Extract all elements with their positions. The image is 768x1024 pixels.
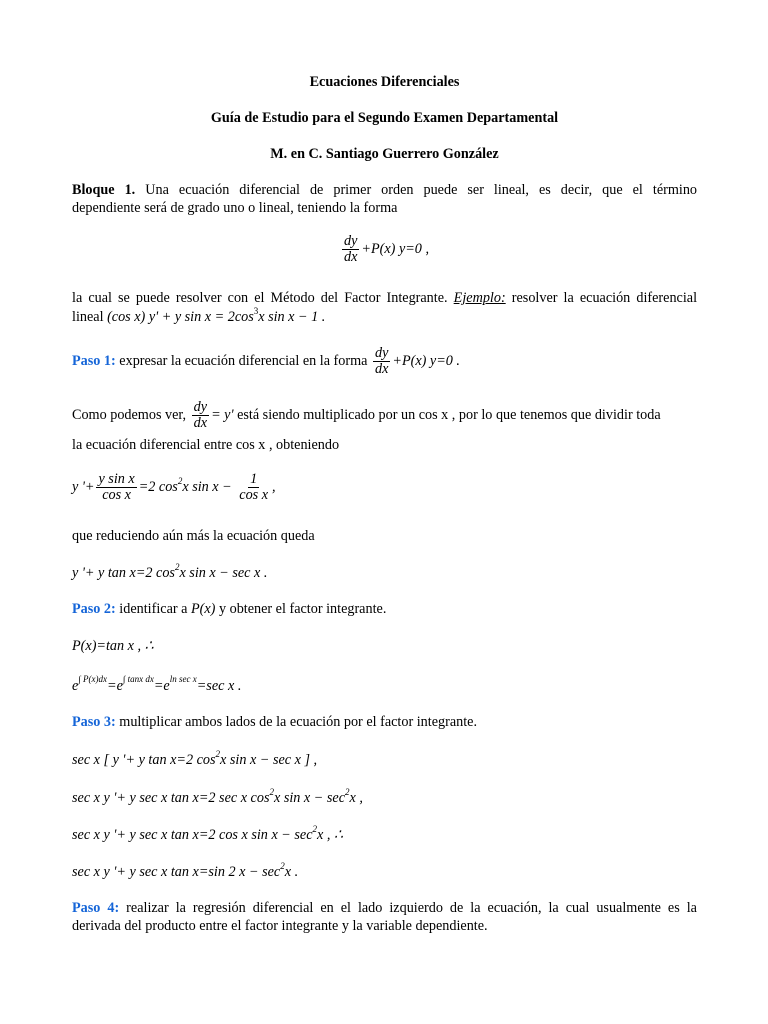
como-line2: la ecuación diferencial entre cos x , obteniendo xyxy=(72,437,340,453)
equation-5: sec x [ y '+ y tan x=2 $\cos^2x$ sin x − sec x ] , xyxy=(72,749,318,768)
equation-7: sec x y '+ y sec x tan x=2 cos x $\sin x - \sec^2x$ , ∴ xyxy=(72,824,343,843)
paso4-line1: Paso 4: realizar la regresión diferencial en el lado izquierdo de la ecuación, la cual usualmente es la xyxy=(72,900,697,916)
doc-title: Ecuaciones Diferenciales xyxy=(309,74,460,90)
paso1: Paso 1: expresar la ecuación diferencial en la forma $\frac{dy}{dx}$ +P(x) y=0 . xyxy=(72,345,460,377)
paso2: Paso 2: identificar a P(x) y obtener el factor integrante. xyxy=(72,601,387,617)
equation-8: sec x y '+ y sec x tan x=sin 2 $x - \sec^2x$ . xyxy=(72,861,299,880)
intro-line1: la cual se puede resolver con el Método del Factor Integrante. Ejemplo: resolver la ecuación diferencial xyxy=(72,290,698,306)
doc-subtitle: Guía de Estudio para el Segundo Examen Departamental xyxy=(210,110,559,126)
equation-1: y '+ $\frac{\text{y sin x}}{\text{cos x}}$ =2 $\cos^2x$ sin x − $\frac{1}{\text{cos x}}$ , xyxy=(72,471,276,503)
paso3: Paso 3: multiplicar ambos lados de la ecuación por el factor integrante. xyxy=(72,714,477,730)
paso4-line2: derivada del producto entre el factor integrante y la variable dependiente. xyxy=(72,918,488,934)
bloque1-line1: Bloque 1. Una ecuación diferencial de primer orden puede ser lineal, es decir, que el término xyxy=(72,182,698,198)
como-line1: Como podemos ver, $\frac{dy}{dx}$ = y' está siendo multiplicado por un cos x , por lo que tenemos que dividir toda xyxy=(72,399,661,431)
equation-6: sec x y '+ y sec x tan x=2 sec x $\cos^2x$ $\sin x - \sec^2x$ , xyxy=(72,787,363,806)
equation-3: P(x)=tan x , ∴ xyxy=(72,638,154,654)
equation-4: $e^{\int P(x)dx}=e^{\int tanx dx}=e^{ln sec x}=\sec$ x . xyxy=(72,674,242,694)
equation-general-form: $\frac{dy}{dx}$ +P(x) y=0 , xyxy=(344,233,429,265)
reduce-text: que reduciendo aún más la ecuación queda xyxy=(72,528,315,544)
equation-2: y '+ y tan x=2 $\cos^2x$ sin x − sec x . xyxy=(72,562,268,581)
doc-author: M. en C. Santiago Guerrero González xyxy=(270,146,499,162)
bloque1-line2: dependiente será de grado uno o lineal, teniendo la forma xyxy=(72,200,398,216)
intro-line2: lineal (cos x) y' + y $\sin x = 2\cos^3x$ sin x − 1 . xyxy=(72,306,326,325)
